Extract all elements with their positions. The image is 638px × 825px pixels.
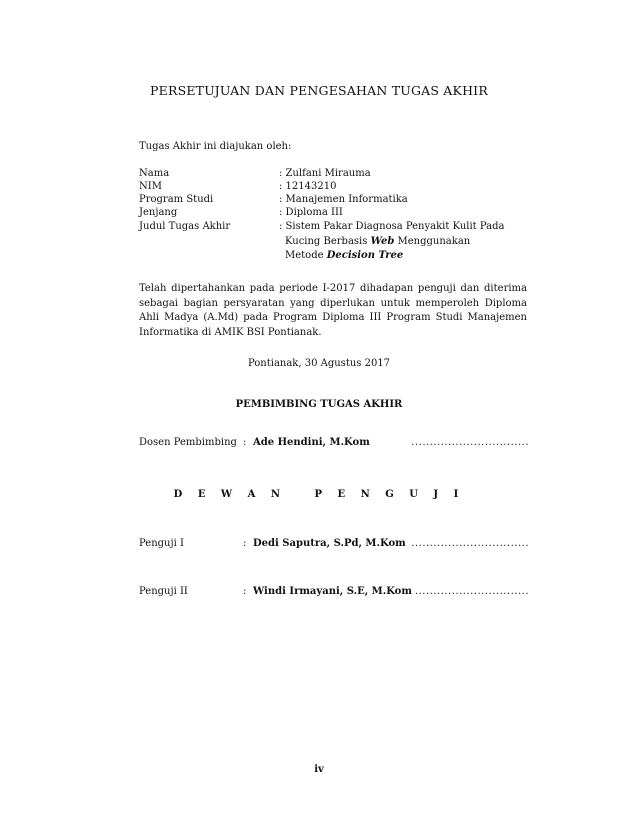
field-value: : Diploma III — [279, 207, 343, 218]
field-value: : 12143210 — [279, 181, 337, 192]
title-continuation-line-3 — [285, 250, 403, 261]
examiner-name: Dedi Saputra, S.Pd, M.Kom — [253, 538, 406, 549]
field-label: Program Studi — [139, 194, 214, 205]
supervisor-label: Dosen Pembimbing — [139, 437, 237, 448]
title-emphasis: Decision Tree — [326, 250, 404, 261]
examiner-name: Windi Irmayani, S.E, M.Kom — [253, 586, 412, 597]
field-label: Nama — [139, 168, 170, 179]
place-date: Pontianak, 30 Agustus 2017 — [247, 358, 391, 369]
signature-line: ................................ — [411, 538, 529, 549]
intro-text: Tugas Akhir ini diajukan oleh: — [139, 141, 292, 152]
examiners-heading: D E W A N P E N G U J I — [173, 489, 465, 500]
title-text: Kucing Berbasis — [285, 236, 371, 247]
examiner-label: Penguji II — [139, 586, 188, 597]
title-text: Metode — [285, 250, 327, 261]
examiner-label: Penguji I — [139, 538, 184, 549]
examiner-row — [139, 586, 529, 600]
examiner-row — [139, 538, 529, 552]
colon: : — [243, 586, 247, 597]
supervisor-row — [139, 437, 529, 451]
field-label: NIM — [139, 181, 162, 192]
supervisor-name: Ade Hendini, M.Kom — [253, 437, 370, 448]
field-value: : Manajemen Informatika — [279, 194, 408, 205]
field-value: : Sistem Pakar Diagnosa Penyakit Kulit Pada — [279, 221, 505, 232]
colon: : — [243, 437, 247, 448]
title-continuation-line-2 — [285, 236, 470, 247]
signature-line: ............................... — [414, 586, 529, 597]
page-number: iv — [314, 764, 324, 775]
supervisor-heading: PEMBIMBING TUGAS AKHIR — [235, 399, 403, 410]
field-label: Jenjang — [139, 207, 178, 218]
colon: : — [243, 538, 247, 549]
approval-paragraph: Telah dipertahankan pada periode I-2017 dihadapan penguji dan diterima sebagai bagian persyaratan yang diperlukan untuk memperoleh Diploma Ahli Madya (A.Md) pada Program Diploma III Program Studi Manajemen Informatika di AMIK BSI Pontianak. — [139, 283, 527, 338]
field-value: : Zulfani Mirauma — [279, 168, 371, 179]
signature-line: ................................ — [411, 437, 529, 448]
page-title: PERSETUJUAN DAN PENGESAHAN TUGAS AKHIR — [150, 83, 488, 98]
title-emphasis: Web — [370, 236, 395, 247]
field-label: Judul Tugas Akhir — [139, 221, 231, 232]
title-text: Menggunakan — [394, 236, 471, 247]
